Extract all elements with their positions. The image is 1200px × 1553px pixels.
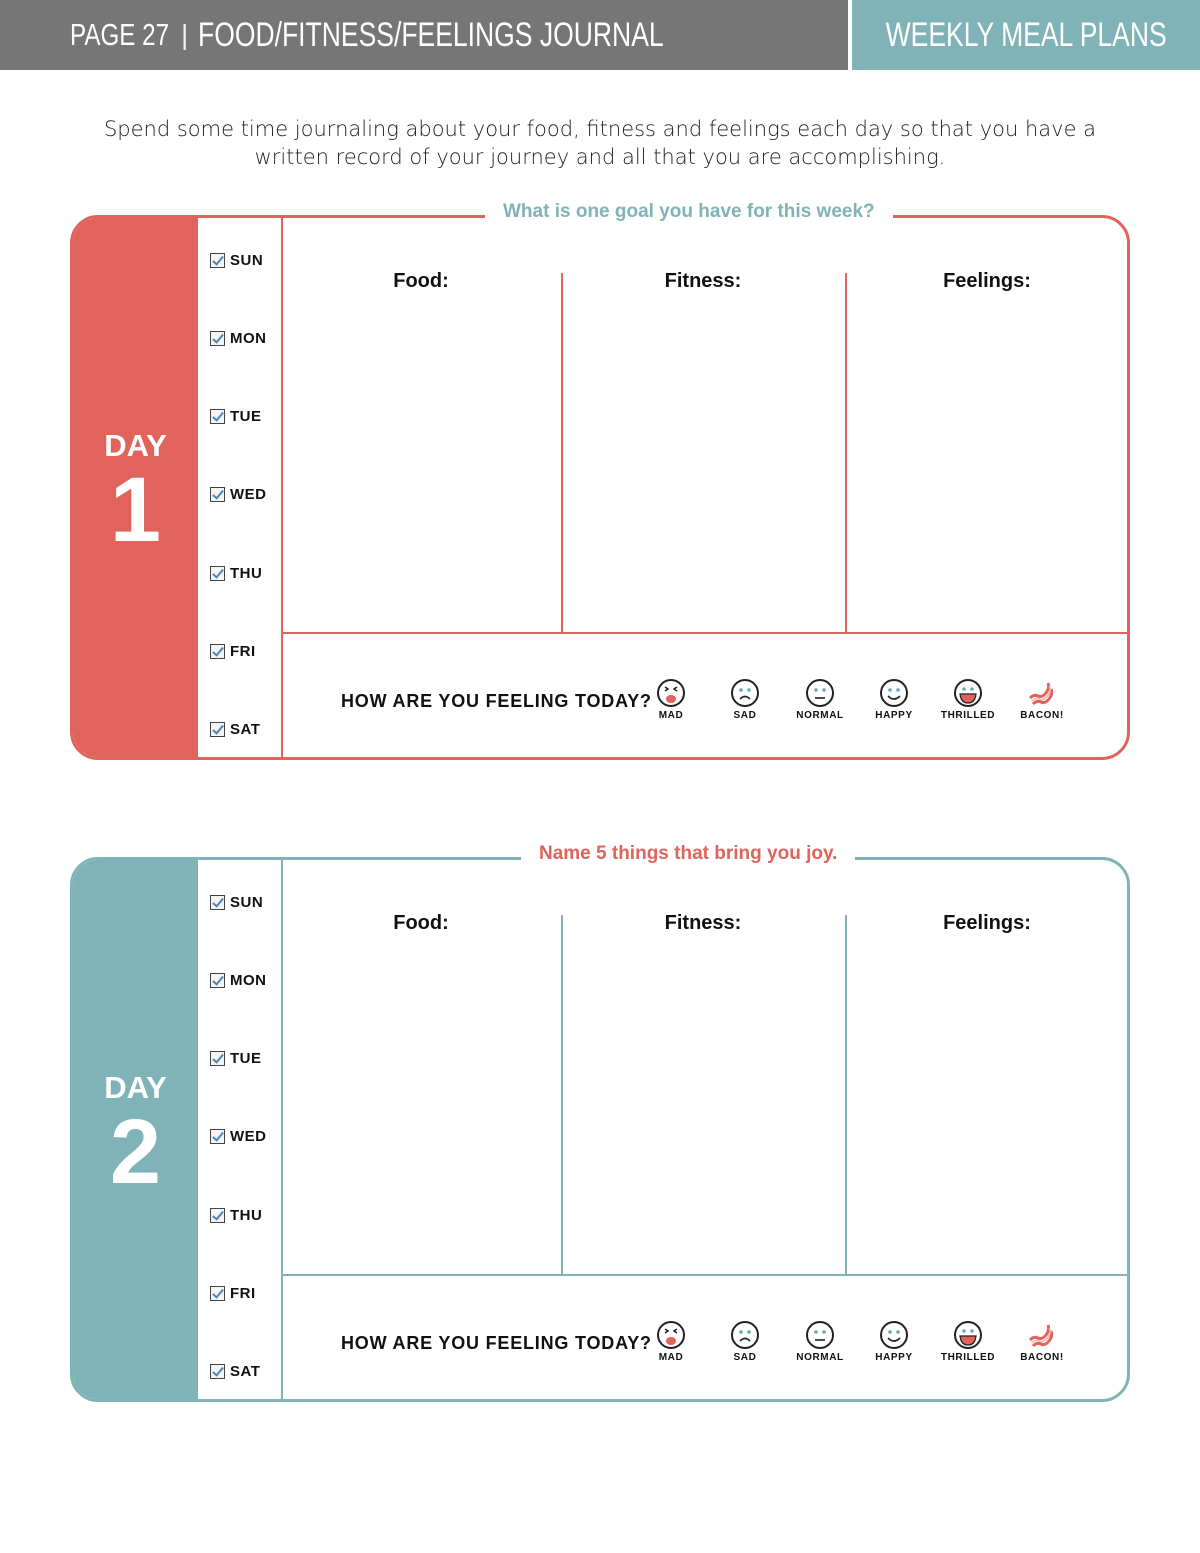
column-divider [845, 915, 847, 1275]
thrilled-face-icon [953, 1320, 983, 1350]
bacon-icon [1027, 1320, 1057, 1350]
row-divider [281, 1274, 1127, 1276]
mood-option-happy[interactable] [859, 678, 929, 721]
weekday-fri [210, 641, 256, 661]
happy-face-icon [879, 678, 909, 708]
weekday-label: MON [230, 971, 267, 989]
weekday-mon [210, 328, 267, 348]
intro-text [100, 115, 1100, 171]
mood-label: SAD [733, 1352, 757, 1363]
day-label: DAY [104, 1070, 167, 1105]
weekly-prompt: What is one goal you have for this week? [485, 201, 893, 223]
feeling-question: HOW ARE YOU FEELING TODAY? [341, 1333, 652, 1353]
checkbox-icon[interactable] [210, 409, 225, 424]
day-band [73, 860, 198, 1399]
weekday-label: SUN [230, 251, 264, 269]
mood-option-happy[interactable] [859, 1320, 929, 1363]
weekday-label: FRI [230, 642, 256, 660]
checkbox-icon[interactable] [210, 1208, 225, 1223]
weekday-mon [210, 970, 267, 990]
mad-face-icon [656, 1320, 686, 1350]
weekday-label: FRI [230, 1284, 256, 1302]
weekday-label: TUE [230, 407, 262, 425]
checkbox-icon[interactable] [210, 331, 225, 346]
mood-option-sad[interactable] [710, 678, 780, 721]
weekday-label: THU [230, 1206, 263, 1224]
day-card-1 [70, 215, 1130, 760]
mood-label: HAPPY [875, 710, 913, 721]
journal-title: FOOD/FITNESS/FEELINGS JOURNAL [198, 15, 664, 54]
feeling-question: HOW ARE YOU FEELING TODAY? [341, 691, 652, 711]
section-title: WEEKLY MEAL PLANS [885, 15, 1167, 54]
weekday-wed [210, 1126, 267, 1146]
mood-label: MAD [658, 1352, 684, 1363]
mood-option-bacon[interactable] [1007, 1320, 1077, 1363]
mood-label: SAD [733, 710, 757, 721]
mood-label: MAD [658, 710, 684, 721]
intro-line-1: Spend some time journaling about your food, fitness and feelings each day so that you have a [103, 117, 1097, 141]
weekly-prompt: Name 5 things that bring you joy. [521, 843, 855, 865]
checkbox-icon[interactable] [210, 895, 225, 910]
normal-face-icon [805, 678, 835, 708]
mood-option-bacon[interactable] [1007, 678, 1077, 721]
mood-label: NORMAL [796, 1352, 844, 1363]
checkbox-icon[interactable] [210, 644, 225, 659]
weekday-label: THU [230, 564, 263, 582]
page-number: PAGE 27 [70, 17, 170, 52]
normal-face-icon [805, 1320, 835, 1350]
checkbox-icon[interactable] [210, 1364, 225, 1379]
checkbox-icon[interactable] [210, 487, 225, 502]
mood-option-normal[interactable] [785, 1320, 855, 1363]
checkbox-icon[interactable] [210, 722, 225, 737]
header-bar [0, 0, 848, 70]
weekday-tue [210, 1048, 262, 1068]
section-banner [852, 0, 1200, 70]
day-number: 1 [109, 459, 162, 561]
column-divider [561, 273, 563, 633]
mood-option-thrilled[interactable] [933, 678, 1003, 721]
weekday-checklist [201, 218, 283, 757]
day-label: DAY [104, 428, 167, 463]
mood-label: BACON! [1020, 1352, 1064, 1363]
checkbox-icon[interactable] [210, 1129, 225, 1144]
prompt-holder [70, 843, 1130, 887]
weekday-label: MON [230, 329, 267, 347]
sad-face-icon [730, 678, 760, 708]
intro-line-2: written record of your journey and all that you are accomplishing. [254, 145, 946, 169]
weekday-tue [210, 406, 262, 426]
mood-label: HAPPY [875, 1352, 913, 1363]
checkbox-icon[interactable] [210, 253, 225, 268]
fitness-heading: Fitness: [664, 270, 742, 292]
mood-option-sad[interactable] [710, 1320, 780, 1363]
mad-face-icon [656, 678, 686, 708]
food-heading: Food: [393, 912, 449, 934]
weekday-label: WED [230, 1127, 267, 1145]
checkbox-icon[interactable] [210, 1286, 225, 1301]
weekday-sat [210, 1361, 260, 1381]
mood-option-thrilled[interactable] [933, 1320, 1003, 1363]
mood-label: NORMAL [796, 710, 844, 721]
mood-label: THRILLED [940, 1352, 996, 1363]
mood-label: BACON! [1020, 710, 1064, 721]
mood-option-mad[interactable] [636, 1320, 706, 1363]
weekday-sat [210, 719, 260, 739]
mood-option-normal[interactable] [785, 678, 855, 721]
weekday-checklist [201, 860, 283, 1399]
day-card-2 [70, 857, 1130, 1402]
row-divider [281, 632, 1127, 634]
weekday-thu [210, 563, 262, 583]
food-heading: Food: [393, 270, 449, 292]
checkbox-icon[interactable] [210, 973, 225, 988]
thrilled-face-icon [953, 678, 983, 708]
feelings-heading: Feelings: [943, 912, 1031, 934]
prompt-holder [70, 201, 1130, 245]
happy-face-icon [879, 1320, 909, 1350]
feelings-heading: Feelings: [943, 270, 1031, 292]
weekday-sun [210, 892, 263, 912]
mood-option-mad[interactable] [636, 678, 706, 721]
weekday-wed [210, 484, 267, 504]
weekday-sun [210, 250, 263, 270]
day-number: 2 [109, 1101, 162, 1203]
weekday-label: TUE [230, 1049, 262, 1067]
weekday-label: SAT [230, 1362, 261, 1380]
bacon-icon [1027, 678, 1057, 708]
column-divider [561, 915, 563, 1275]
weekday-label: WED [230, 485, 267, 503]
checkbox-icon[interactable] [210, 1051, 225, 1066]
mood-label: THRILLED [940, 710, 996, 721]
column-divider [845, 273, 847, 633]
day-band [73, 218, 198, 757]
sad-face-icon [730, 1320, 760, 1350]
weekday-label: SAT [230, 720, 261, 738]
weekday-label: SUN [230, 893, 264, 911]
weekday-thu [210, 1205, 262, 1225]
weekday-fri [210, 1283, 256, 1303]
fitness-heading: Fitness: [664, 912, 742, 934]
checkbox-icon[interactable] [210, 566, 225, 581]
header-separator: | [181, 19, 189, 50]
